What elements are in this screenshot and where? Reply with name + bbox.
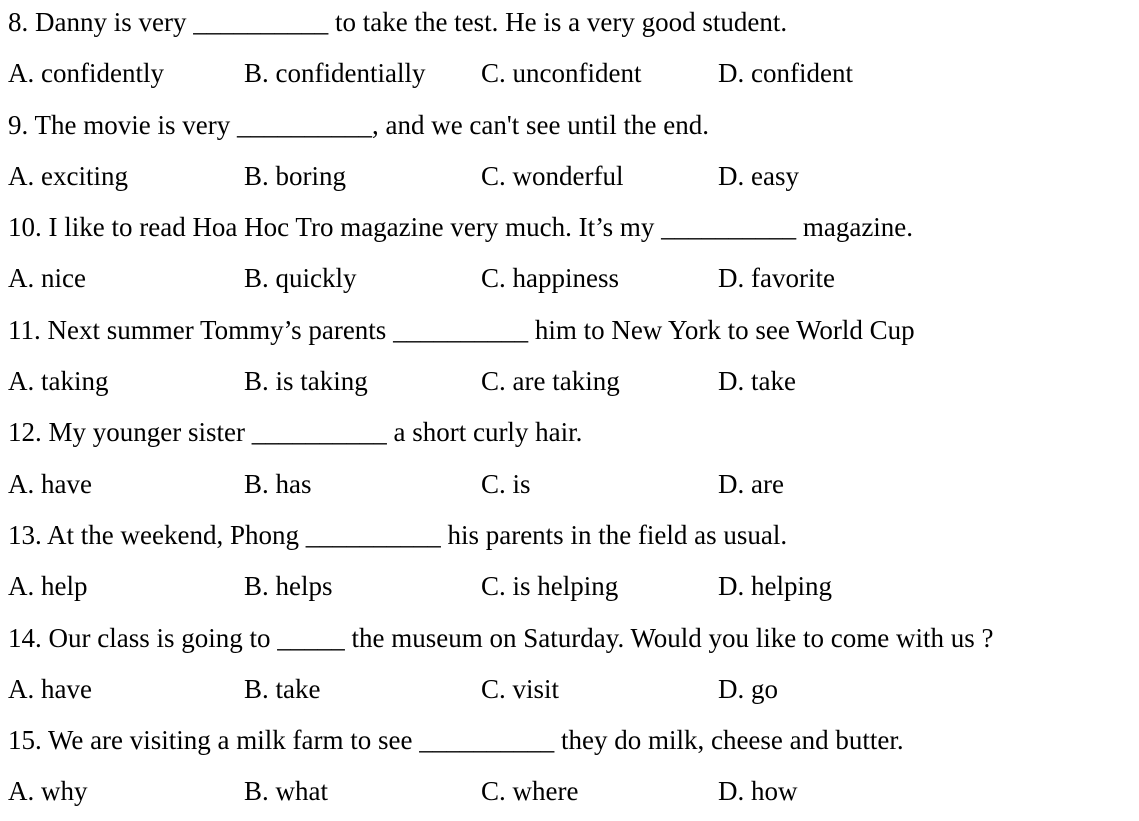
option-b: B. quickly — [244, 263, 357, 294]
option-d: D. are — [718, 468, 784, 499]
option-a: A. why — [8, 776, 88, 807]
option-d: D. confident — [718, 58, 853, 89]
option-c: C. visit — [481, 673, 560, 704]
option-a: A. exciting — [8, 160, 128, 191]
option-d: D. how — [718, 776, 798, 807]
option-a: A. have — [8, 673, 92, 704]
option-b: B. has — [244, 468, 312, 499]
option-c: C. is — [481, 468, 531, 499]
option-b: B. take — [244, 673, 321, 704]
option-d: D. favorite — [718, 263, 835, 294]
option-c: C. unconfident — [481, 58, 642, 89]
question-12-options — [8, 462, 1139, 513]
option-a: A. nice — [8, 263, 86, 294]
option-a: A. help — [8, 571, 88, 602]
question-13-stem: 13. At the weekend, Phong __________ his parents in the field as usual. — [8, 519, 788, 550]
option-d: D. helping — [718, 571, 832, 602]
question-15-stem: 15. We are visiting a milk farm to see __________ they do milk, cheese and butter. — [8, 725, 904, 756]
option-c: C. is helping — [481, 571, 619, 602]
question-9-stem: 9. The movie is very __________, and we can't see until the end. — [8, 109, 709, 140]
question-15-options — [8, 769, 1139, 820]
question-14-stem: 14. Our class is going to _____ the museum on Saturday. Would you like to come with us ? — [8, 622, 994, 653]
option-b: B. is taking — [244, 366, 368, 397]
option-c: C. happiness — [481, 263, 619, 294]
exercise-sheet — [8, 0, 1139, 821]
option-a: A. taking — [8, 366, 109, 397]
option-b: B. confidentially — [244, 58, 426, 89]
option-c: C. are taking — [481, 366, 620, 397]
question-10-stem: 10. I like to read Hoa Hoc Tro magazine very much. It’s my __________ magazine. — [8, 212, 914, 243]
question-14-options — [8, 667, 1139, 718]
option-d: D. take — [718, 366, 796, 397]
question-10-options — [8, 256, 1139, 307]
question-13-options — [8, 564, 1139, 615]
question-9-options — [8, 154, 1139, 205]
option-c: C. wonderful — [481, 160, 624, 191]
question-8-options — [8, 51, 1139, 102]
option-a: A. have — [8, 468, 92, 499]
question-11-options — [8, 359, 1139, 410]
option-b: B. helps — [244, 571, 333, 602]
option-b: B. what — [244, 776, 328, 807]
option-d: D. easy — [718, 160, 799, 191]
option-d: D. go — [718, 673, 778, 704]
option-a: A. confidently — [8, 58, 164, 89]
question-12-stem: 12. My younger sister __________ a short curly hair. — [8, 417, 583, 448]
question-11-stem: 11. Next summer Tommy’s parents __________ him to New York to see World Cup — [8, 314, 915, 345]
option-c: C. where — [481, 776, 579, 807]
question-8-stem: 8. Danny is very __________ to take the test. He is a very good student. — [8, 7, 788, 37]
option-b: B. boring — [244, 160, 347, 191]
